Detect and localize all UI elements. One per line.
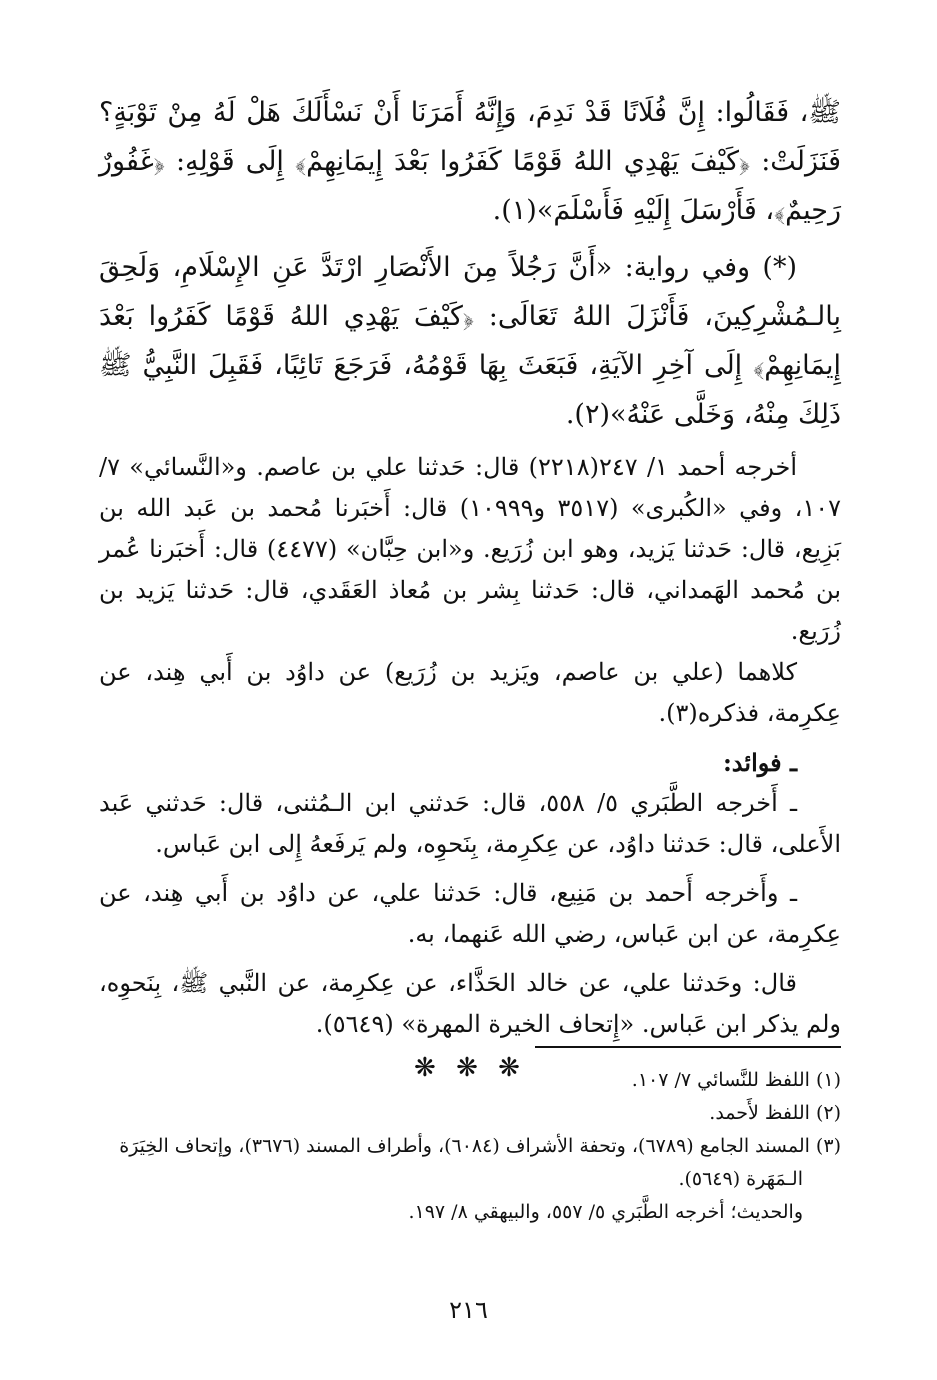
page-number: ٢١٦	[449, 1296, 488, 1324]
fawaid-paragraph-3: قال: وحَدثنا علي، عن خالد الحَذَّاء، عن عِكرِمة، عن النَّبي ﷺ، بِنَحوِه، ولم يذكر ابن عَباس. «إِتحاف الخيرة المهرة» (٥٦٤٩).	[99, 969, 841, 1038]
footnote-3-continuation: والحديث؛ أخرجه الطَّبَري ٥/ ٥٥٧، والبيهقي ٨/ ١٩٧.	[408, 1201, 803, 1223]
fawaid-paragraph-1: ـ أَخرجه الطَّبَري ٥/ ٥٥٨، قال: حَدثني ابن الـمُثنى، قال: حَدثني عَبد الأَعلى، قال: حَدثنا داوُد، عن عِكرِمة، بِنَحوِه، ولم يَرفَعهُ إِلى ابن عَباس.	[99, 789, 841, 858]
section-separator: ❋ ❋ ❋	[414, 1053, 526, 1083]
footnote-2: (٢) اللفظ لأَحمد.	[709, 1102, 841, 1124]
verse-paragraph: ﷺ، فَقَالُوا: إِنَّ فُلَانًا قَدْ نَدِمَ، وَإِنَّهُ أَمَرَنَا أَنْ نَسْأَلَكَ هَلْ لَهُ مِنْ تَوْبَةٍ؟ فَنَزَلَتْ: ﴿كَيْفَ يَهْدِي اللهُ قَوْمًا كَفَرُوا بَعْدَ إِيمَانِهِمْ﴾ إِلَى قَوْلِهِ: ﴿غَفُورٌ رَحِيمٌ﴾، فَأَرْسَلَ إِلَيْهِ فَأَسْلَمَ»(١).	[99, 97, 841, 226]
footnotes	[99, 1064, 841, 1229]
fawaid-paragraph-2: ـ وأَخرجه أَحمد بن مَنِيع، قال: حَدثنا علي، عن داوُد بن أَبي هِند، عن عِكرِمة، عن ابن عَباس، رضي الله عَنهما، به.	[99, 879, 841, 948]
fawaid-heading: ـ فوائد:	[722, 748, 797, 777]
main-text	[99, 88, 841, 1087]
footnote-rule	[535, 1046, 841, 1048]
riwaya-paragraph: (*) وفي رواية: «أَنَّ رَجُلاً مِنَ الأَنْصَارِ ارْتَدَّ عَنِ الإِسْلَامِ، وَلَحِقَ بِالـمُشْرِكِينَ، فَأَنْزَلَ اللهُ تَعَالَى: ﴿كَيْفَ يَهْدِي اللهُ قَوْمًا كَفَرُوا بَعْدَ إِيمَانِهِمْ﴾ إِلَى آخِرِ الآيَةِ، فَبَعَثَ بِهَا قَوْمُهُ، فَرَجَعَ تَائِبًا، فَقَبِلَ النَّبِيُّ ﷺ ذَلِكَ مِنْهُ، وَخَلَّى عَنْهُ»(٢).	[99, 252, 842, 430]
takhrij-paragraph-2: كلاهما (علي بن عاصم، ويَزيد بن زُرَيع) عن داوُد بن أَبي هِند، عن عِكرِمة، فذكره(٣).	[99, 658, 841, 727]
takhrij-paragraph-1: أخرجه أحمد ١/ ٢٤٧(٢٢١٨) قال: حَدثنا علي بن عاصم. و«النَّسائي» ٧/ ١٠٧، وفي «الكُبرى» (٣٥١٧ و١٠٩٩٩) قال: أَخبَرنا مُحمد بن عَبد الله بن بَزِيع، قال: حَدثنا يَزيد، وهو ابن زُرَيع. و«ابن حِبَّان» (٤٤٧٧) قال: أَخبَرنا عُمر بن مُحمد الهَمداني، قال: حَدثنا بِشر بن مُعاذ العَقَدي، قال: حَدثنا يَزيد بن زُرَيع.	[99, 453, 841, 645]
footnote-1: (١) اللفظ للنَّسائي ٧/ ١٠٧.	[631, 1069, 841, 1091]
footnote-3: (٣) المسند الجامع (٦٧٨٩)، وتحفة الأشراف (٦٠٨٤)، وأطراف المسند (٣٦٧٦)، وإتحاف الخِيَرَة الـمَهَرة (٥٦٤٩).	[119, 1135, 841, 1190]
